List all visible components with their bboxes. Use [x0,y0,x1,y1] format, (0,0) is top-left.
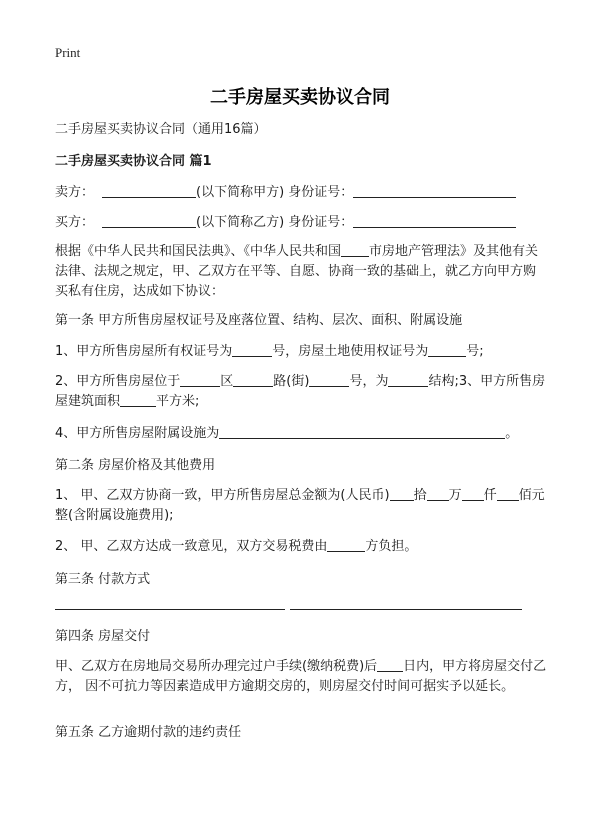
ownership-cert-blank[interactable] [232,342,272,357]
a2-item1-text-2: 拾 [413,488,427,503]
seller-middle-text: (以下简称甲方) 身份证号： [196,185,354,200]
city-blank[interactable] [341,242,369,257]
buyer-label: 买方： [55,215,95,230]
a1-item2-text-2: 区 [220,374,234,389]
facilities-blank[interactable] [219,424,505,439]
article1-item2 [55,372,547,412]
document-title: 二手房屋买卖协议合同 [210,87,390,108]
article3-heading: 第三条 付款方式 [55,572,151,587]
buyer-line [55,213,555,232]
price-wan-blank[interactable] [427,486,449,501]
price-qian-blank[interactable] [462,486,484,501]
seller-line [55,183,555,202]
structure-blank[interactable] [388,372,428,387]
a2-item1-text-1: 1、 甲、乙双方协商一致，甲方所售房屋总金额为(人民币) [55,488,390,503]
tax-party-blank[interactable] [327,537,365,552]
a2-item2-text-2: 方负担。 [365,539,418,554]
price-ten-thousand-blank[interactable] [390,486,414,501]
district-blank[interactable] [180,372,220,387]
number-blank[interactable] [309,372,349,387]
intro-paragraph [55,242,547,302]
a1-item2-text-5: 结构;3、甲方所售房屋建筑面积 [55,374,546,409]
article1-heading: 第一条 甲方所售房屋权证号及座落位置、结构、层次、面积、附属设施 [55,313,463,328]
article1-item1 [55,342,555,361]
buyer-name-blank[interactable] [102,213,196,228]
document-subtitle: 二手房屋买卖协议合同（通用16篇） [55,122,267,137]
road-blank[interactable] [233,372,273,387]
payment-method-blank-2[interactable] [290,609,522,610]
a2-item1-text-5: 佰元整(含附属设施费用); [55,488,545,523]
seller-name-blank[interactable] [102,183,196,198]
seller-label: 卖方： [55,185,95,200]
intro-text-2: 市房地产管理法》及其他有关法律、法规之规定，甲、乙双方在平等、自愿、协商一致的基础上，就乙方向甲方购买私有住房，达成如下协议： [55,244,539,299]
a1-item1-text-3: 号; [466,344,484,359]
a2-item2-text-1: 2、 甲、乙双方达成一致意见，双方交易税费由 [55,539,328,554]
a1-item4-text-1: 4、甲方所售房屋附属设施为 [55,426,220,441]
a1-item2-text-4: 号，为 [349,374,389,389]
a1-item2-text-3: 路(街) [273,374,310,389]
a1-item2-text-1: 2、甲方所售房屋位于 [55,374,181,389]
a1-item2-text-6: 平方米; [156,394,200,409]
article2-heading: 第二条 房屋价格及其他费用 [55,458,216,473]
print-link[interactable]: Print [55,45,81,60]
intro-text-1: 根据《中华人民共和国民法典》、《中华人民共和国 [55,244,342,259]
a1-item1-text-2: 号，房屋土地使用权证号为 [272,344,429,359]
section-title: 二手房屋买卖协议合同 篇1 [55,154,212,169]
article4-heading: 第四条 房屋交付 [55,629,151,644]
price-bai-blank[interactable] [497,486,519,501]
buyer-middle-text: (以下简称乙方) 身份证号： [196,215,354,230]
area-blank[interactable] [120,392,156,407]
buyer-id-blank[interactable] [353,213,516,228]
a1-item1-text-1: 1、甲方所售房屋所有权证号为 [55,344,233,359]
payment-method-blank-1[interactable] [55,609,285,610]
a4-body-text-1: 甲、乙双方在房地局交易所办理完过户手续(缴纳税费)后 [55,659,378,674]
article5-heading: 第五条 乙方逾期付款的违约责任 [55,725,242,740]
seller-id-blank[interactable] [353,183,516,198]
a1-item4-text-2: 。 [505,426,519,441]
article2-item2 [55,537,555,556]
article2-item1 [55,486,547,526]
a2-item1-text-3: 万 [448,488,462,503]
a2-item1-text-4: 仟 [483,488,497,503]
days-blank[interactable] [377,657,403,672]
article1-item4 [55,424,555,443]
land-cert-blank[interactable] [428,342,466,357]
article4-body [55,657,547,697]
a4-body-text-2: 日内，甲方将房屋交付乙方， 因不可抗力等因素造成甲方逾期交房的，则房屋交付时间可据实予以延长。 [55,659,547,694]
